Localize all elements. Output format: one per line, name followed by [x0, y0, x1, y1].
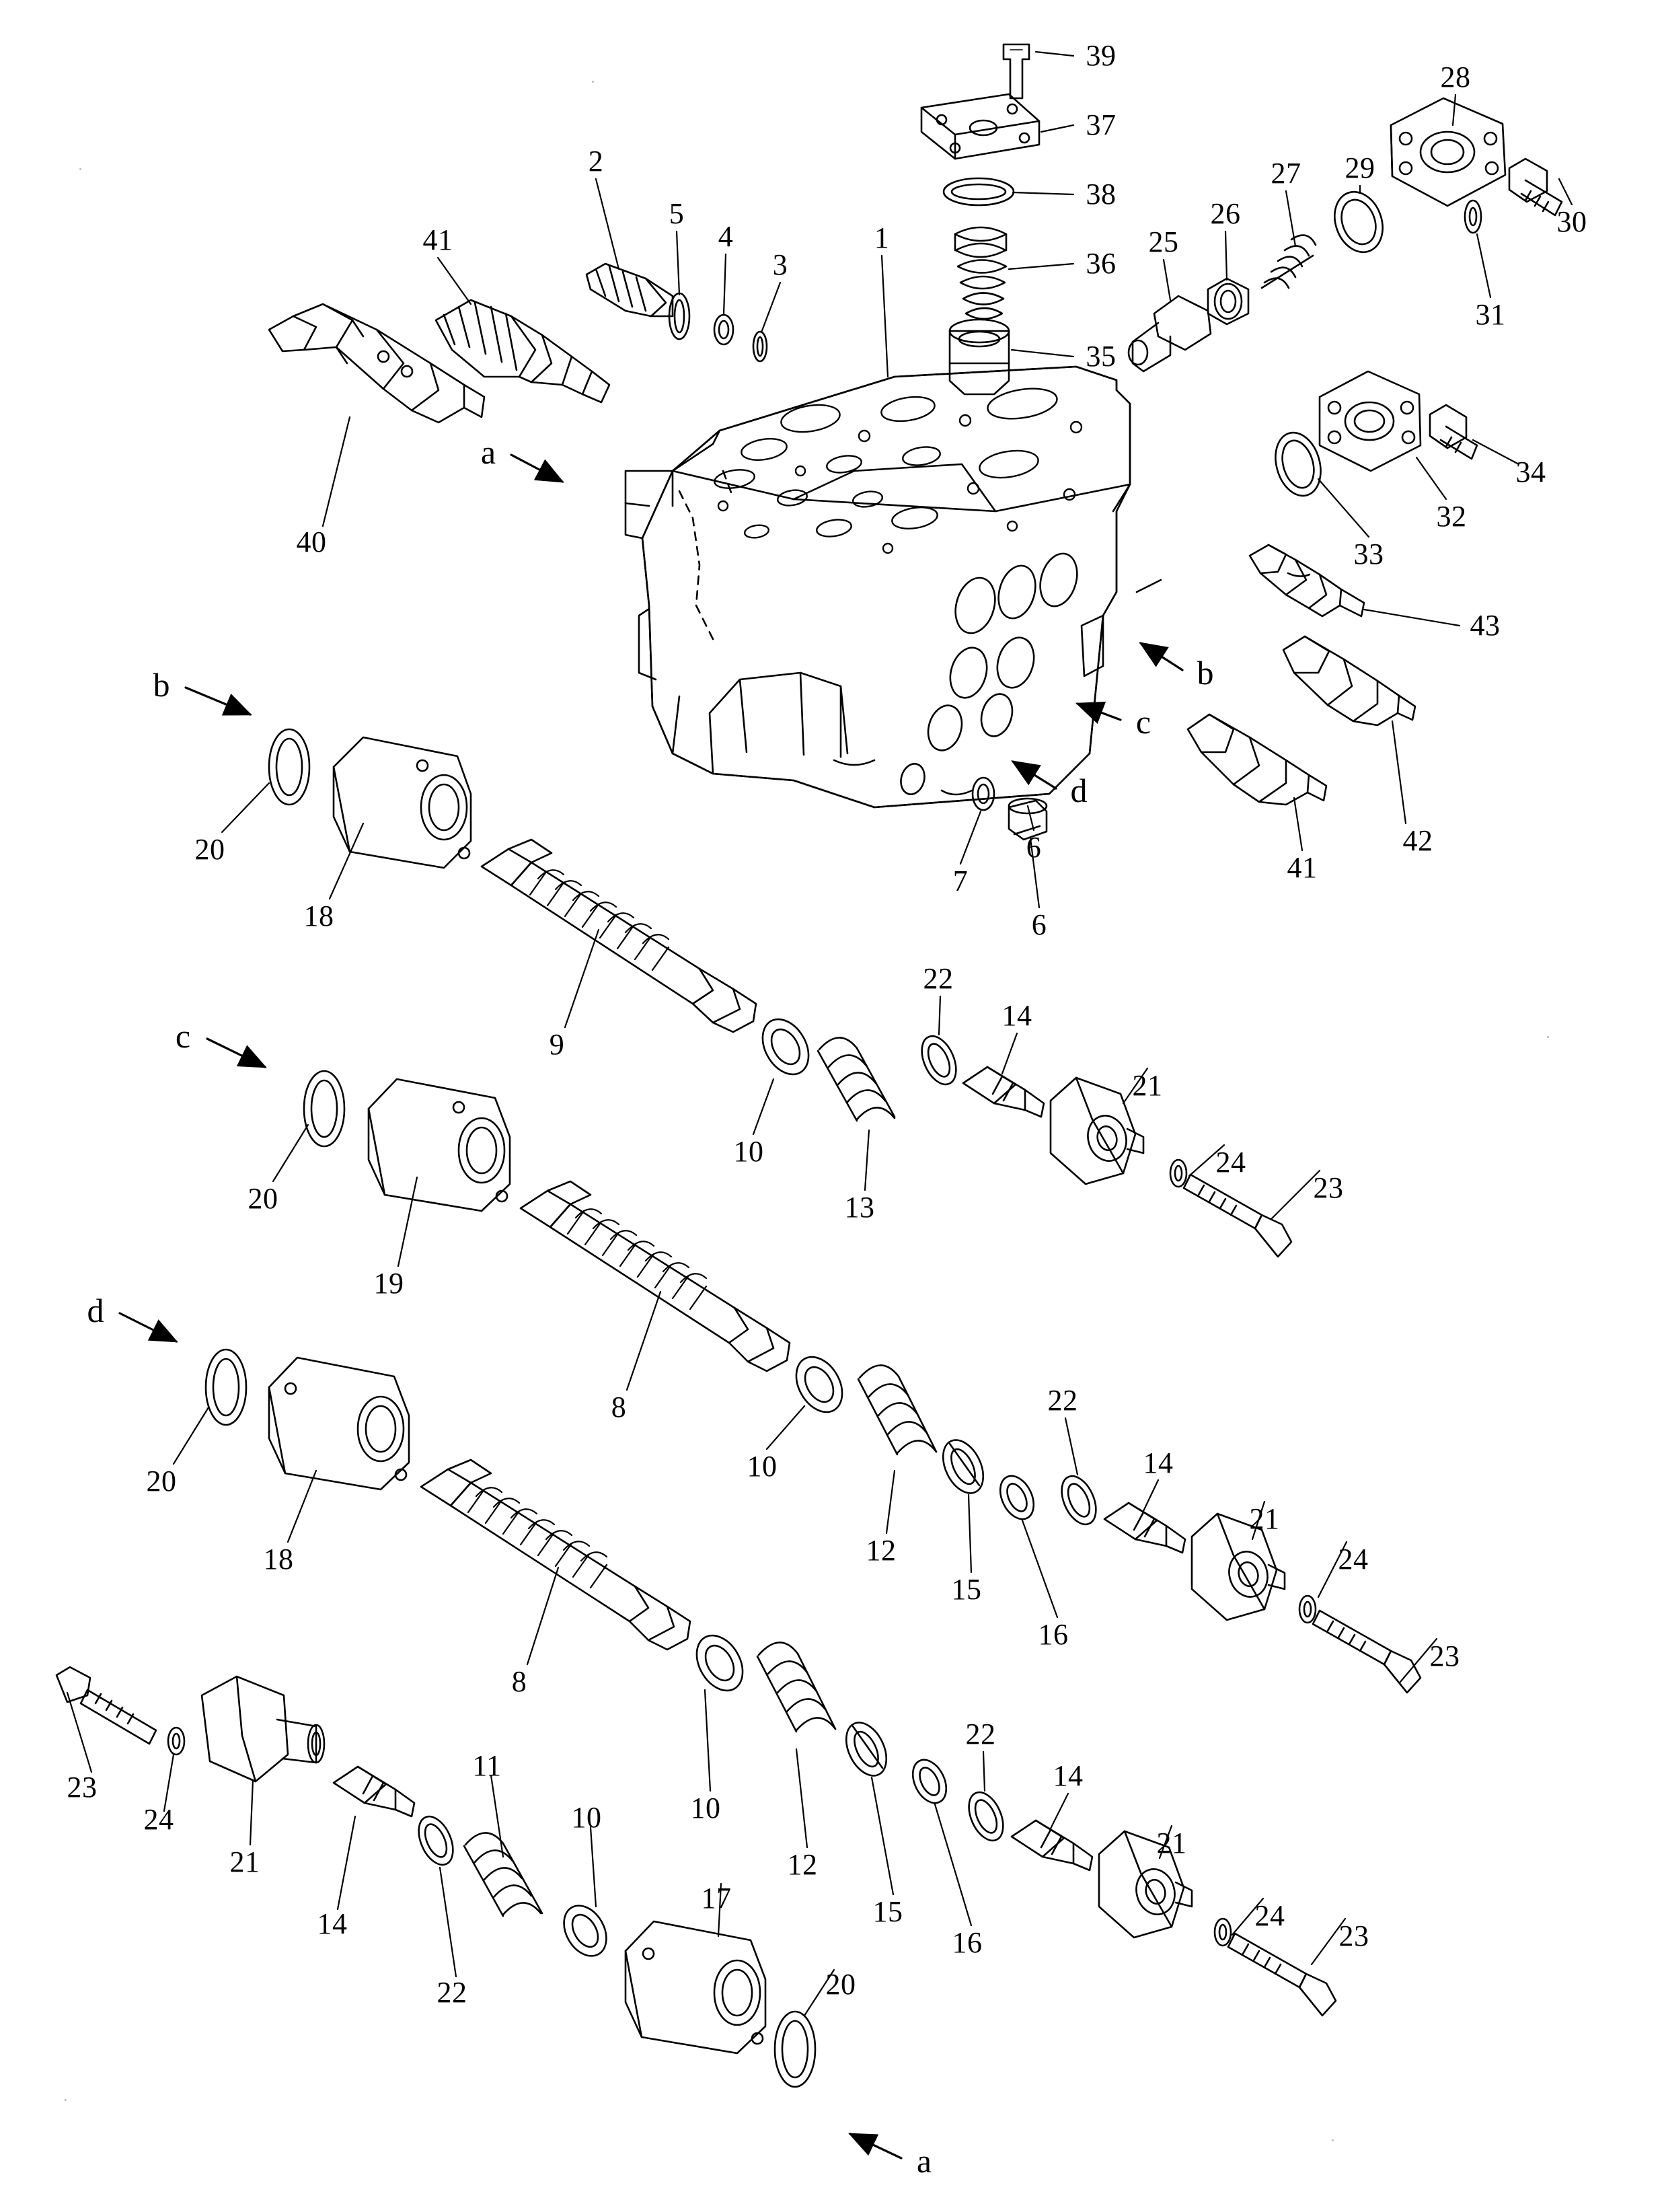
- valve-body-part-1: [626, 367, 1130, 807]
- part-27-spring: [1262, 235, 1316, 288]
- part-11-spring-row4: [464, 1833, 542, 1916]
- callout-10-row4: 10: [571, 1801, 602, 1834]
- part-21-cap-row4: [202, 1676, 324, 1781]
- callout-14-row3: 14: [1053, 1759, 1084, 1792]
- callout-20-row1: 20: [194, 833, 225, 866]
- callout-9: 9: [549, 1028, 565, 1061]
- callout-23-row3: 23: [1338, 1919, 1369, 1952]
- scan-speck: [1547, 1036, 1549, 1038]
- part-13-spring-row1: [818, 1037, 895, 1121]
- part-36-spring: [955, 227, 1006, 319]
- part-10-seal-row2: [787, 1349, 852, 1420]
- callout-41-lower: 41: [1287, 851, 1318, 884]
- callout-17: 17: [701, 1882, 732, 1915]
- callout-42: 42: [1402, 824, 1433, 857]
- callout-15-row3: 15: [872, 1895, 903, 1928]
- section-marker-b-left: b: [153, 666, 170, 704]
- part-16-ring-row2: [993, 1471, 1040, 1524]
- part-10-seal-row1: [753, 1011, 818, 1082]
- callout-3: 3: [772, 248, 788, 281]
- callout-24-row1: 24: [1215, 1146, 1246, 1179]
- part-42-valve: [1283, 636, 1415, 725]
- part-19-cover-row2: [369, 1079, 510, 1211]
- callout-29: 29: [1345, 151, 1375, 184]
- part-15-ring-row2: [935, 1434, 991, 1500]
- callout-22-row1: 22: [923, 962, 954, 995]
- part-22-o-ring-row4: [412, 1811, 459, 1870]
- part-20-o-ring-row4: [775, 2012, 815, 2087]
- part-34-bolt: [1430, 405, 1477, 459]
- part-20-o-ring-row3: [206, 1350, 246, 1425]
- callout-39: 39: [1086, 39, 1117, 72]
- callout-22-row4: 22: [437, 1976, 467, 2009]
- callout-10-row3: 10: [690, 1792, 721, 1824]
- part-24-washer-row1: [1170, 1160, 1186, 1187]
- part-8-spool-row2: [521, 1181, 790, 1371]
- callout-16-row2: 16: [1038, 1618, 1069, 1651]
- callout-22-row2: 22: [1047, 1384, 1078, 1417]
- section-marker-b-right: b: [1197, 654, 1214, 692]
- part-14-pin-row1: [963, 1067, 1044, 1117]
- callout-16-row3: 16: [952, 1926, 983, 1959]
- callout-21-row4: 21: [229, 1845, 260, 1878]
- part-12-spring-row3: [757, 1642, 835, 1732]
- part-22-o-ring-row2: [1055, 1471, 1102, 1529]
- callout-4: 4: [718, 220, 734, 253]
- scan-speck: [1332, 2139, 1334, 2141]
- part-26-nut: [1208, 279, 1248, 324]
- callout-24-row2: 24: [1338, 1543, 1369, 1576]
- callout-30: 30: [1556, 205, 1587, 238]
- callout-36: 36: [1086, 247, 1117, 280]
- part-43-valve: [1250, 545, 1364, 616]
- callout-10-row2: 10: [747, 1450, 778, 1483]
- part-24-washer-row3: [1215, 1919, 1231, 1946]
- callout-35: 35: [1086, 340, 1117, 373]
- part-22-o-ring-row3: [962, 1787, 1010, 1845]
- part-9-spool-row1: [482, 840, 756, 1032]
- part-10-seal-row3: [687, 1627, 752, 1699]
- part-38-o-ring: [944, 178, 1014, 205]
- callout-24-row3: 24: [1254, 1899, 1285, 1932]
- callout-32: 32: [1436, 500, 1467, 533]
- part-31-washer: [1465, 200, 1481, 233]
- part-28-flange: [1391, 98, 1505, 206]
- part-23-bolt-row2: [1313, 1611, 1421, 1693]
- section-marker-a-bottom: a: [916, 2142, 932, 2180]
- section-marker-d-right: d: [1070, 772, 1088, 809]
- part-24-washer-row2: [1299, 1596, 1316, 1623]
- callout-8-row3: 8: [511, 1665, 527, 1698]
- callout-12-row2: 12: [866, 1534, 897, 1567]
- callout-8-row2: 8: [611, 1391, 627, 1424]
- callout-1: 1: [874, 221, 890, 254]
- callout-28: 28: [1440, 61, 1471, 94]
- part-16-ring-row3: [906, 1755, 952, 1808]
- part-14-pin-row3: [1012, 1820, 1092, 1870]
- callout-15-row2: 15: [951, 1573, 982, 1606]
- callout-14-row2: 14: [1143, 1446, 1174, 1479]
- part-30-bolt: [1509, 159, 1562, 215]
- part-18-cover-row1: [334, 737, 471, 868]
- part-2-plug: [587, 264, 673, 316]
- part-15-ring-row3: [838, 1716, 895, 1782]
- callout-19: 19: [373, 1267, 404, 1300]
- part-41-relief-valve-upper: [436, 300, 609, 402]
- callout-40: 40: [296, 525, 327, 558]
- part-18-cover-row3: [269, 1358, 409, 1489]
- callout-26: 26: [1210, 197, 1241, 230]
- part-41-relief-valve-lower: [1188, 714, 1326, 805]
- callout-41-upper: 41: [422, 223, 453, 256]
- callout-20-row4: 20: [825, 1968, 856, 2001]
- part-40-relief-valve: [269, 304, 484, 422]
- callout-23-row1: 23: [1313, 1171, 1344, 1204]
- section-marker-c-left: c: [175, 1017, 191, 1055]
- part-4-washer: [714, 315, 733, 344]
- callout-6-upper: 6: [1026, 831, 1042, 864]
- callout-21-row1: 21: [1132, 1069, 1163, 1102]
- callout-20-row2: 20: [248, 1182, 278, 1215]
- section-marker-c-right: c: [1135, 703, 1151, 741]
- callout-38: 38: [1086, 178, 1117, 211]
- callout-12-row3: 12: [787, 1848, 818, 1881]
- part-10-seal-row4: [556, 1898, 615, 1963]
- part-14-pin-row2: [1104, 1503, 1185, 1553]
- callout-25: 25: [1148, 225, 1179, 258]
- callout-2: 2: [588, 145, 604, 178]
- callout-7: 7: [952, 864, 969, 897]
- part-23-bolt-row3: [1228, 1933, 1336, 2016]
- callout-27: 27: [1271, 157, 1301, 190]
- part-20-o-ring-row1: [269, 729, 309, 805]
- callout-6-lower: 6: [1031, 908, 1047, 941]
- part-37-cover-plate: [921, 94, 1039, 159]
- callout-5: 5: [669, 197, 685, 230]
- part-8-spool-row3: [421, 1460, 690, 1650]
- part-3-seal: [753, 332, 767, 361]
- callout-18-row3: 18: [263, 1543, 294, 1576]
- callout-43: 43: [1470, 609, 1501, 642]
- part-32-flange: [1320, 371, 1421, 471]
- part-14-pin-row4: [334, 1767, 414, 1816]
- callout-20-row3: 20: [146, 1465, 177, 1498]
- callout-14-row1: 14: [1001, 999, 1032, 1032]
- section-marker-d-left: d: [87, 1292, 104, 1329]
- part-39-bolt: [1004, 44, 1029, 98]
- callout-14-row4: 14: [317, 1907, 348, 1940]
- callout-37: 37: [1086, 108, 1117, 141]
- callout-31: 31: [1475, 298, 1506, 331]
- part-17-cover-row4: [626, 1921, 765, 2053]
- scan-speck: [592, 81, 594, 83]
- callout-23-row4: 23: [67, 1771, 98, 1804]
- callout-13: 13: [844, 1191, 875, 1224]
- callout-21-row3: 21: [1156, 1827, 1187, 1859]
- part-12-spring-row2: [858, 1365, 936, 1454]
- callout-18-row1: 18: [303, 899, 334, 932]
- part-29-o-ring: [1326, 185, 1390, 259]
- scan-speck: [79, 168, 81, 170]
- callout-22-row3: 22: [965, 1718, 996, 1750]
- scan-speck: [65, 2099, 67, 2101]
- part-24-washer-row4: [168, 1728, 184, 1755]
- part-25-plug: [1129, 296, 1211, 371]
- part-22-o-ring-row1: [915, 1031, 962, 1089]
- callout-21-row2: 21: [1249, 1502, 1280, 1535]
- callout-10-row1: 10: [733, 1135, 764, 1168]
- callout-24-row4: 24: [143, 1803, 174, 1836]
- callout-11: 11: [472, 1749, 502, 1782]
- leader-lines: [67, 52, 1572, 2016]
- callout-33: 33: [1353, 538, 1384, 570]
- section-marker-a-top: a: [480, 433, 496, 471]
- callout-23-row2: 23: [1429, 1639, 1460, 1672]
- part-20-o-ring-row2: [304, 1071, 344, 1146]
- callout-34: 34: [1515, 455, 1546, 488]
